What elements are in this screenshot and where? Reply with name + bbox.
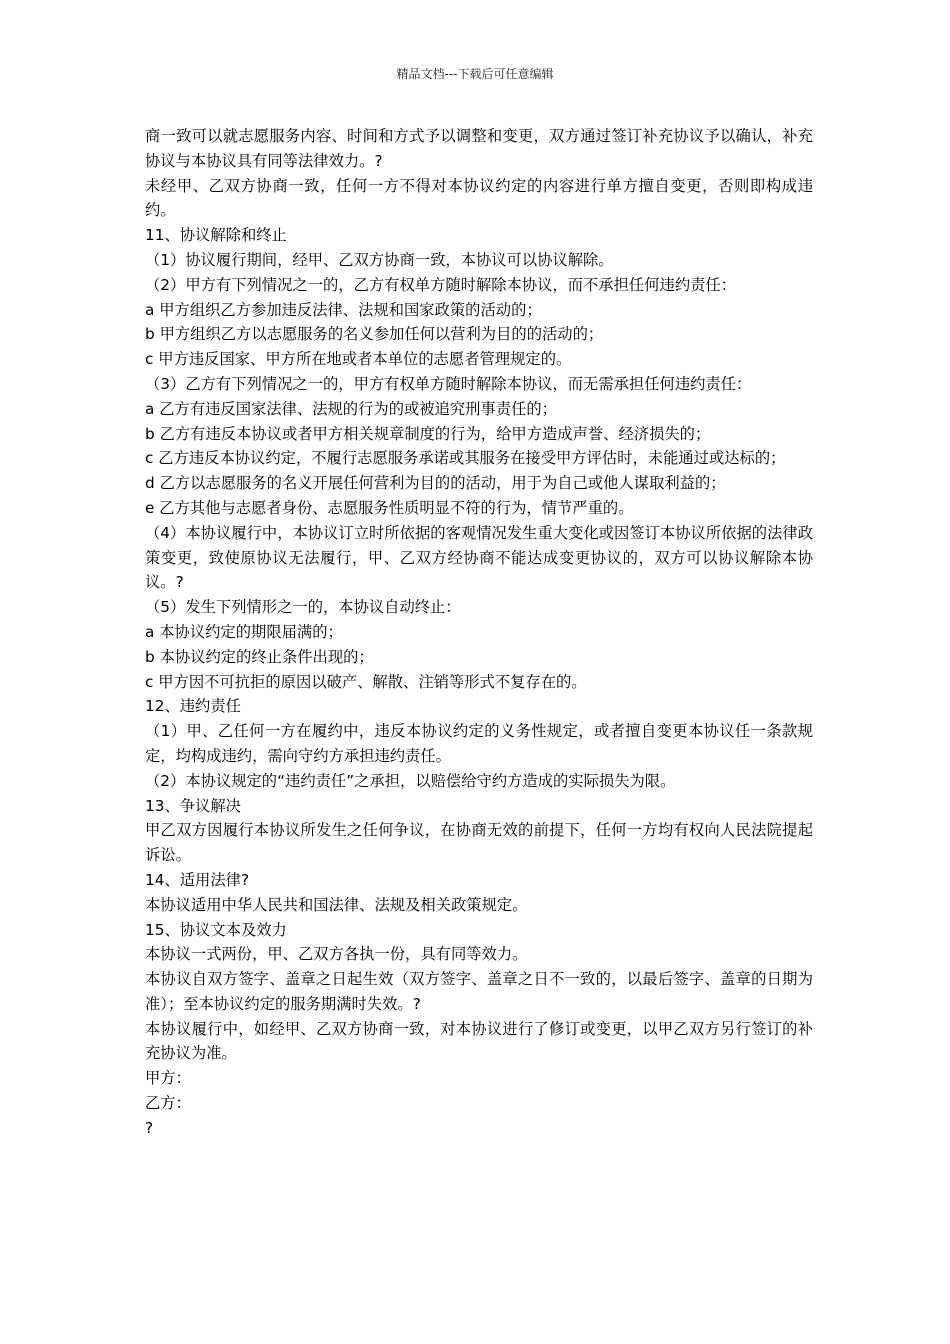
paragraph-no-unilateral-change: 未经甲、乙双方协商一致，任何一方不得对本协议约定的内容进行单方擅自变更，否则即构成违约。 [145,176,813,220]
section-heading-11: 11、协议解除和终止 [145,226,287,245]
clause-11-2-c: c 甲方违反国家、甲方所在地或者本单位的志愿者管理规定的。 [145,350,572,369]
paragraph-supplement-agreement: 商一致可以就志愿服务内容、时间和方式予以调整和变更，双方通过签订补充协议予以确认，补充协议与本协议具有同等法律效力。? [145,127,813,170]
section-heading-13: 13、争议解决 [145,796,241,815]
trailing-mark: ? [145,1118,154,1137]
clause-11-2-a: a 甲方组织乙方参加违反法律、法规和国家政策的活动的； [145,300,542,319]
clause-11-4: （4）本协议履行中，本协议订立时所依据的客观情况发生重大变化或因签订本协议所依据的法律政策变更，致使原协议无法履行，甲、乙双方经协商不能达成变更协议的，双方可以协议解除本协议。? [145,523,813,592]
clause-15-amendment: 本协议履行中，如经甲、乙双方协商一致，对本协议进行了修订或变更，以甲乙双方另行签订的补充协议为准。 [145,1019,813,1063]
clause-11-3-e: e 乙方其他与志愿者身份、志愿服务性质明显不符的行为，情节严重的。 [145,498,634,517]
party-a-signature-label: 甲方： [145,1069,191,1088]
clause-12-1: （1）甲、乙任何一方在履约中，违反本协议约定的义务性规定，或者擅自变更本协议任一条款规定，均构成违约，需向守约方承担违约责任。 [145,722,813,765]
clause-11-3-a: a 乙方有违反国家法律、法规的行为的或被追究刑事责任的； [145,399,557,418]
clause-11-2-b: b 甲方组织乙方以志愿服务的名义参加任何以营利为目的的活动的； [145,325,604,344]
section-heading-12: 12、违约责任 [145,697,241,716]
clause-11-5-a: a 本协议约定的期限届满的； [145,622,343,641]
clause-11-3-c: c 乙方违反本协议约定，不履行志愿服务承诺或其服务在接受甲方评估时，未能通过或达标的； [145,449,786,468]
clause-11-2: （2）甲方有下列情况之一的，乙方有权单方随时解除本协议，而不承担任何违约责任： [145,275,737,294]
clause-14-text: 本协议适用中华人民共和国法律、法规及相关政策规定。 [145,895,528,914]
clause-11-5: （5）发生下列情形之一的，本协议自动终止： [145,598,461,617]
section-heading-14: 14、适用法律? [145,870,250,889]
clause-11-3-d: d 乙方以志愿服务的名义开展任何营利为目的的活动，用于为自己或他人谋取利益的； [145,474,726,493]
clause-11-5-b: b 本协议约定的终止条件出现的； [145,647,374,666]
clause-15-copies: 本协议一式两份，甲、乙双方各执一份，具有同等效力。 [145,945,528,964]
clause-11-5-c: c 甲方因不可抗拒的原因以破产、解散、注销等形式不复存在的。 [145,672,587,691]
page-header: 精品文档---下载后可任意编辑 [396,67,554,81]
document-body [145,124,813,1141]
section-heading-15: 15、协议文本及效力 [145,920,287,939]
clause-12-2: （2）本协议规定的“违约责任”之承担，以赔偿给守约方造成的实际损失为限。 [145,771,676,790]
clause-11-3: （3）乙方有下列情况之一的，甲方有权单方随时解除本协议，而无需承担任何违约责任： [145,374,752,393]
clause-11-1: （1）协议履行期间，经甲、乙双方协商一致，本协议可以协议解除。 [145,250,614,269]
clause-11-3-b: b 乙方有违反本协议或者甲方相关规章制度的行为，给甲方造成声誉、经济损失的； [145,424,711,443]
party-b-signature-label: 乙方： [145,1094,191,1113]
clause-15-effective: 本协议自双方签字、盖章之日起生效（双方签字、盖章之日不一致的，以最后签字、盖章的日期为准）；至本协议约定的服务期满时失效。? [145,970,813,1013]
clause-13-text: 甲乙双方因履行本协议所发生之任何争议，在协商无效的前提下，任何一方均有权向人民法院提起诉讼。 [145,821,813,865]
